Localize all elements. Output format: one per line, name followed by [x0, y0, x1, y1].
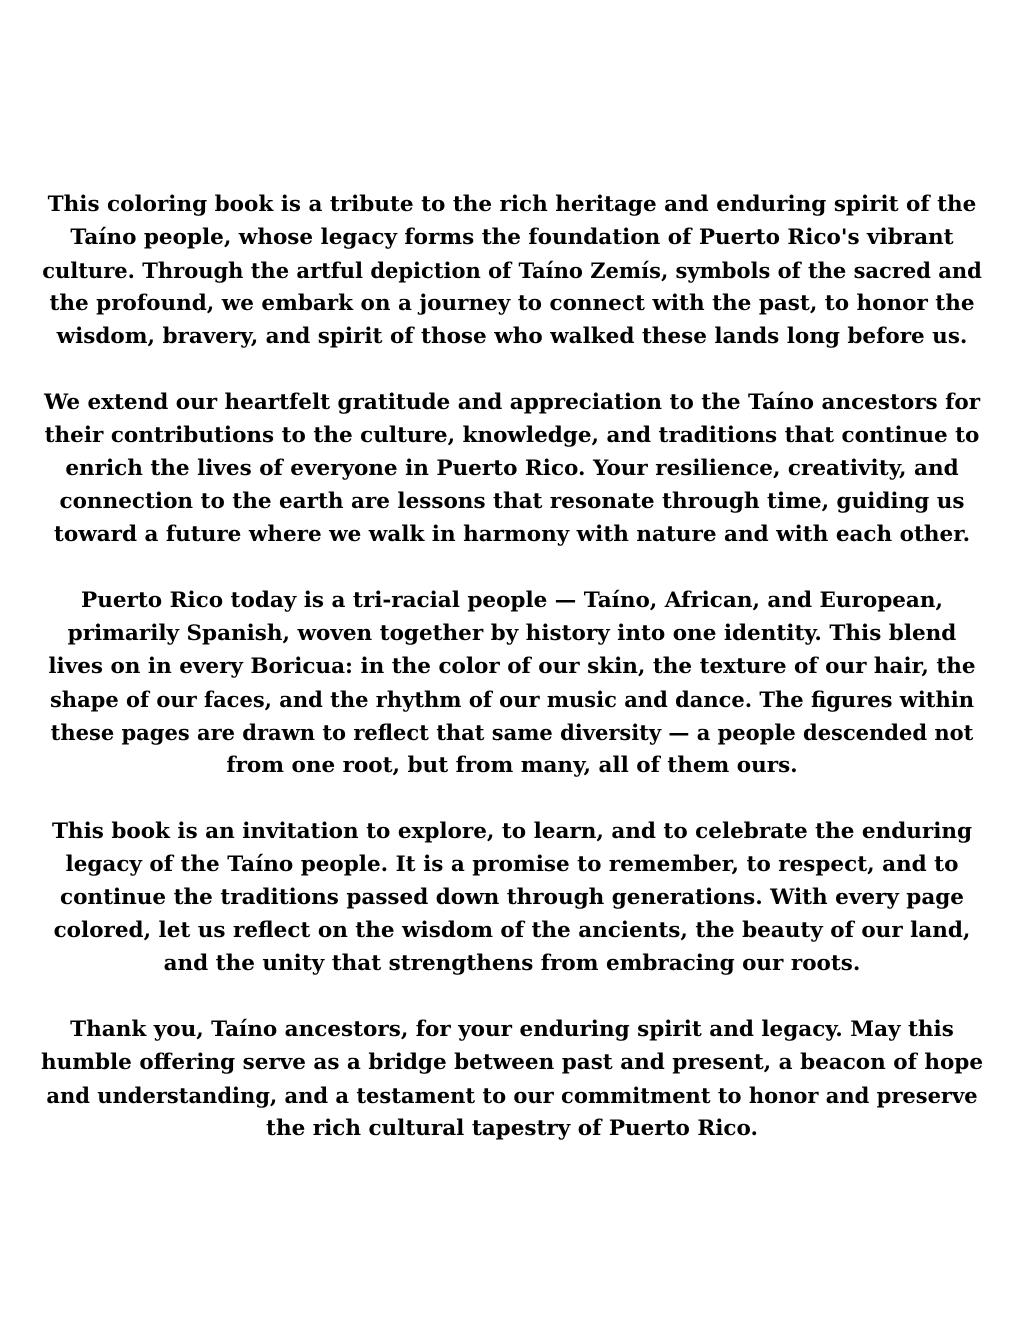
text-line: Puerto Rico today is a tri-racial people — Taíno, African, and European, [81, 588, 943, 613]
paragraph-thanks [40, 1013, 984, 1145]
paragraph-heritage [40, 584, 984, 782]
text-line: connection to the earth are lessons that resonate through time, guiding us [59, 489, 965, 514]
text-line: the profound, we embark on a journey to connect with the past, to honor the [49, 291, 975, 316]
text-line: This coloring book is a tribute to the rich heritage and enduring spirit of the [47, 192, 977, 217]
text-line: lives on in every Boricua: in the color of our skin, the texture of our hair, the [48, 654, 976, 679]
paragraph-tribute [40, 188, 984, 353]
text-line: colored, let us reflect on the wisdom of the ancients, the beauty of our land, [53, 918, 971, 943]
text-line: wisdom, bravery, and spirit of those who walked these lands long before us. [56, 324, 968, 349]
text-line: Taíno people, whose legacy forms the foundation of Puerto Rico's vibrant [70, 225, 954, 250]
text-line: We extend our heartfelt gratitude and appreciation to the Taíno ancestors for [43, 390, 981, 415]
text-line: culture. Through the artful depiction of Taíno Zemís, symbols of the sacred and [42, 258, 982, 283]
text-line: their contributions to the culture, knowledge, and traditions that continue to [44, 423, 980, 448]
text-line: and understanding, and a testament to our commitment to honor and preserve [46, 1083, 978, 1108]
paragraph-gratitude [40, 386, 984, 551]
text-line: enrich the lives of everyone in Puerto Rico. Your resilience, creativity, and [65, 456, 959, 481]
text-line: and the unity that strengthens from embracing our roots. [163, 951, 861, 976]
text-line: legacy of the Taíno people. It is a promise to remember, to respect, and to [65, 852, 959, 877]
text-line: humble offering serve as a bridge between past and present, a beacon of hope [40, 1050, 984, 1075]
dedication-text [40, 188, 984, 1178]
text-line: toward a future where we walk in harmony with nature and with each other. [53, 522, 971, 547]
text-line: these pages are drawn to reflect that same diversity — a people descended not [50, 720, 974, 745]
text-line: continue the traditions passed down through generations. With every page [60, 885, 964, 910]
text-line: primarily Spanish, woven together by history into one identity. This blend [67, 621, 957, 646]
text-line: from one root, but from many, all of them ours. [226, 753, 798, 778]
text-line: shape of our faces, and the rhythm of our music and dance. The figures within [49, 687, 975, 712]
paragraph-invitation [40, 815, 984, 980]
text-line: Thank you, Taíno ancestors, for your enduring spirit and legacy. May this [70, 1017, 954, 1042]
text-line: This book is an invitation to explore, to learn, and to celebrate the enduring [51, 819, 973, 844]
text-line: the rich cultural tapestry of Puerto Rico. [266, 1116, 758, 1141]
